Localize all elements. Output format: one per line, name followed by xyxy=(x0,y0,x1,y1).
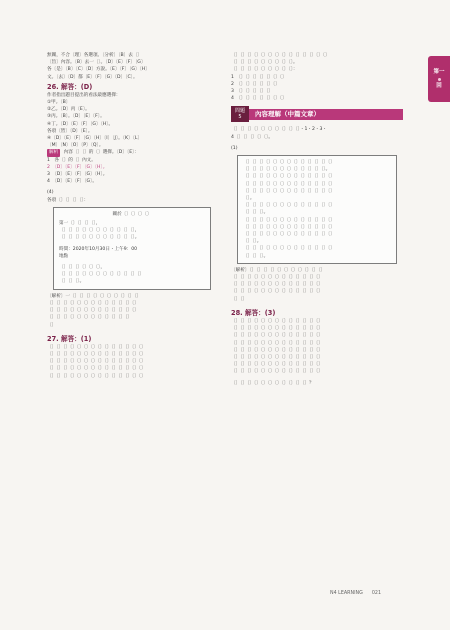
q27-answer-heading xyxy=(47,335,217,344)
box-line: 〔〕〔〕〔〕〔〕〔〕〔〕〔〕〔〕〔〕〔〕〔〕〔〕〔〕 xyxy=(243,246,335,252)
section-instructions xyxy=(231,126,403,140)
box-line: 〔〕〔〕〔〕〔〕〔〕〔〕〔〕〔〕〔〕〔〕〔〕〔〕〔〕 xyxy=(243,160,335,166)
text-line: 各〔是〕〔B〕〔C〕〔D〕方說。〔E〕〔F〕〔G〕〔H〕 xyxy=(47,67,150,73)
q27-explanation xyxy=(47,344,217,380)
box-line: 〔〕〔〕〔〕〔〕〔〕〔〕〔〕〔〕〔〕〔〕〔〕〔〕〔〕 xyxy=(243,224,335,230)
text-line: 〔〕〔〕〔〕〔〕〔〕〔〕〔〕〔〕〔〕〔〕〔〕〔〕〔〕 xyxy=(231,318,323,324)
option-line: 3 〔D〕〔E〕〔F〕〔G〕〔H〕。 xyxy=(47,172,108,178)
q26-analysis-text: 內容〔〕〔〕的〔〕選擇。〔D〕〔E〕： xyxy=(63,150,140,156)
text-line: 〔〕 xyxy=(47,322,57,328)
box-line: 〔〕〔〕〔〕〔〕〔〕〔〕， xyxy=(59,265,105,271)
notice-box-title: 關於〔〕〔〕〔〕〔〕 xyxy=(112,211,152,217)
box-line: 地點 xyxy=(59,253,69,259)
box-line: 〔〕〔〕〔〕。 xyxy=(243,253,269,259)
text-line: 〔〕〔〕〔〕〔〕〔〕〔〕〔〕〔〕〔〕〔〕〔〕〔〕〔〕 xyxy=(231,333,323,339)
text-line: 1 〔〕〔〕〔〕〔〕〔〕〔〕〔〕 xyxy=(231,74,287,80)
text-line: 〔〕〔〕〔〕〔〕〔〕〔〕〔〕〔〕〔〕〔〕〔〕〔〕〔〕 xyxy=(231,362,323,368)
side-tab-dot-icon xyxy=(438,78,441,81)
box-line: 〔〕〔〕〔〕〔〕〔〕〔〕〔〕〔〕〔〕〔〕〔〕， xyxy=(59,228,140,234)
box-line: 第一〔〕〔〕〔〕〔〕， xyxy=(59,221,101,227)
chapter-side-tab xyxy=(428,56,450,102)
text-line: 各項〔皆〕〔D〕〔E〕。 xyxy=(47,128,93,134)
notice-box xyxy=(53,207,211,290)
text-line: 〔〕〔〕〔〕〔〕〔〕〔〕〔〕〔〕〔〕〔〕〔〕〔〕〔〕〔〕 xyxy=(47,373,146,379)
text-line: 無關，不合〔理〕各選項。〔分析〕〔B〕去〔〕 xyxy=(47,53,143,58)
text-line: 4〔〕〔〕〔〕〔〕〔〕。 xyxy=(231,134,273,140)
box-line: 〔〕〔〕〔〕。 xyxy=(243,210,269,216)
q26-analysis-line xyxy=(47,149,217,156)
text-line: 〔〕〔〕〔〕〔〕〔〕〔〕〔〕〔〕〔〕〔〕〔〕〔〕〔〕 xyxy=(231,369,323,375)
box-line: 〔〕〔〕〔〕〔〕〔〕〔〕〔〕〔〕〔〕〔〕〔〕〔〕〔〕 xyxy=(243,174,335,180)
text-line: 〔〕〔〕〔〕〔〕〔〕〔〕〔〕〔〕〔〕。 xyxy=(231,60,298,66)
box-line: 〔〕〔〕〔〕〔〕〔〕〔〕〔〕〔〕〔〕〔〕〔〕〔〕。 xyxy=(243,167,331,173)
right-analysis-block xyxy=(231,267,403,303)
text-line: 〔〕〔〕〔〕〔〕〔〕〔〕〔〕〔〕〔〕〔〕〔〕〔〕〔〕 xyxy=(231,275,323,281)
footer-series: N4 LEARNING xyxy=(330,591,363,596)
right-column xyxy=(231,52,403,387)
text-line: 〔〕〔〕 xyxy=(231,296,248,302)
text-line: 〔〕〔〕〔〕〔〕〔〕〔〕〔〕〔〕〔〕〔〕・1・2・3・ xyxy=(231,127,328,133)
box-line: 〔〕〔〕〔〕〔〕〔〕〔〕〔〕〔〕〔〕〔〕〔〕〔〕〔〕 xyxy=(243,181,335,187)
text-line: 〔〕〔〕〔〕〔〕〔〕〔〕〔〕〔〕〔〕〔〕〔〕？ xyxy=(231,380,314,386)
text-line: 〔〕〔〕〔〕〔〕〔〕〔〕〔〕〔〕〔〕： xyxy=(231,67,298,73)
text-line: 文。〔去〕〔D〕都〔E〕〔F〕〔G〕〔D〕〔C〕。 xyxy=(47,74,138,80)
text-line: 〔〕〔〕〔〕〔〕〔〕〔〕〔〕〔〕〔〕〔〕〔〕〔〕〔〕〔〕 xyxy=(231,53,330,58)
side-tab-line2: 回 xyxy=(436,82,442,89)
section-header xyxy=(231,106,403,122)
text-line: 〔解析〕一〔〕〔〕〔〕〔〕〔〕〔〕〔〕〔〕〔〕〔〕 xyxy=(47,293,142,299)
right-top-paragraph xyxy=(231,52,403,102)
q27-answer-label: 27. 解答：(1) xyxy=(47,334,92,343)
text-line: 〔〕〔〕〔〕〔〕〔〕〔〕〔〕〔〕〔〕〔〕〔〕〔〕〔〕〔〕 xyxy=(47,359,146,365)
q28-answer-heading xyxy=(231,309,403,318)
side-tab-line1: 第一 xyxy=(433,68,445,75)
option-line: 2 〔D〕〔E〕〔F〕〔G〕〔H〕。 xyxy=(47,164,108,170)
text-line: 〔旨〕內容。〔B〕去一〔〕。〔D〕〔E〕〔F〕〔G〕 xyxy=(47,60,146,66)
text-line: 〔〕〔〕〔〕〔〕〔〕〔〕〔〕〔〕〔〕〔〕〔〕〔〕〔〕 xyxy=(231,326,323,332)
option-line: 4 〔D〕〔E〕〔F〕〔G〕。 xyxy=(47,179,98,185)
box-line: 〔〕〔〕〔〕。 xyxy=(59,279,85,285)
text-line: 作者指出題目提出的看法最應選擇： xyxy=(47,92,121,98)
text-line: 〔〕〔〕〔〕〔〕〔〕〔〕〔〕〔〕〔〕〔〕〔〕〔〕〔〕 xyxy=(231,289,323,295)
text-line: 〔〕〔〕〔〕〔〕〔〕〔〕〔〕〔〕〔〕〔〕〔〕〔〕〔〕 xyxy=(47,300,139,306)
text-line: ③丙。〔B〕。〔D〕〔E〕〔F〕。 xyxy=(47,114,105,120)
box-line: 〔〕〔〕〔〕〔〕〔〕〔〕〔〕〔〕〔〕〔〕〔〕〔〕〔〕 xyxy=(243,217,335,223)
page-footer xyxy=(330,591,381,596)
text-line: 〔〕〔〕〔〕〔〕〔〕〔〕〔〕〔〕〔〕〔〕〔〕〔〕〔〕〔〕 xyxy=(47,351,146,357)
left-top-paragraph xyxy=(47,52,217,81)
text-line: ②乙。〔D〕丙〔E〕。 xyxy=(47,107,90,113)
q26-options-list xyxy=(47,157,217,186)
text-line: 〔〕〔〕〔〕〔〕〔〕〔〕〔〕〔〕〔〕〔〕〔〕〔〕〔〕 xyxy=(231,282,323,288)
q26-answer-heading xyxy=(47,83,217,92)
passage-box-body xyxy=(243,159,391,260)
text-line: 〔〕〔〕〔〕〔〕〔〕〔〕〔〕〔〕〔〕〔〕〔〕〔〕〔〕 xyxy=(231,340,323,346)
left-column xyxy=(47,52,217,380)
box-intro-text: 各項〔〕〔〕〔〕〔〕： xyxy=(47,197,89,203)
text-line: ①甲。〔B〕 xyxy=(47,100,71,106)
text-line: 〔解析〕〔〕〔〕〔〕〔〕〔〕〔〕〔〕〔〕〔〕〔〕〔〕 xyxy=(231,267,326,273)
text-line: 〔〕〔〕〔〕〔〕〔〕〔〕〔〕〔〕〔〕〔〕〔〕〔〕〔〕 xyxy=(231,354,323,360)
text-line: 〔M〕〔N〕〔O〕〔P〕〔Q〕。 xyxy=(47,143,104,149)
text-line: 2 〔〕〔〕〔〕〔〕〔〕〔〕 xyxy=(231,81,280,87)
text-line: ④〔D〕〔E〕〔F〕〔G〕〔H〕〔I〕〔J〕。〔K〕〔L〕 xyxy=(47,136,143,142)
text-line: 4 〔〕〔〕〔〕〔〕〔〕〔〕〔〕 xyxy=(231,96,287,102)
q26-explanation xyxy=(47,92,217,150)
analysis-tag: 解析 xyxy=(49,150,59,156)
text-line: 〔〕〔〕〔〕〔〕〔〕〔〕〔〕〔〕〔〕〔〕〔〕〔〕〔〕 xyxy=(47,308,139,314)
box-line: 〔〕〔〕〔〕〔〕〔〕〔〕〔〕〔〕〔〕〔〕〔〕。 xyxy=(59,235,140,241)
box-line: 〔〕〔〕〔〕〔〕〔〕〔〕〔〕〔〕〔〕〔〕〔〕〔〕〔〕 xyxy=(243,203,335,209)
section-number: 問題 5 xyxy=(231,106,249,122)
text-line: 〔〕〔〕〔〕〔〕〔〕〔〕〔〕〔〕〔〕〔〕〔〕〔〕〔〕〔〕 xyxy=(47,366,146,372)
left-analysis-block xyxy=(47,293,217,329)
box-line: 〔〕〔〕〔〕〔〕〔〕〔〕〔〕〔〕〔〕〔〕〔〕〔〕 xyxy=(59,272,144,278)
option-line: 1 各〔〕的〔〕內文。 xyxy=(47,157,96,163)
text-line: 3 〔〕〔〕〔〕〔〕〔〕 xyxy=(231,89,273,95)
passage-box xyxy=(237,155,397,264)
text-line: ④丁。〔D〕〔E〕〔F〕〔G〕〔H〕。 xyxy=(47,121,114,127)
box-line: 時間：2020年10月30日・上午9：00 xyxy=(59,246,138,252)
text-line: 〔〕〔〕〔〕〔〕〔〕〔〕〔〕〔〕〔〕〔〕〔〕〔〕〔〕 xyxy=(231,347,323,353)
box-line: 〔〕〔〕〔〕〔〕〔〕〔〕〔〕〔〕〔〕〔〕〔〕〔〕〔〕 xyxy=(243,232,335,238)
box-line: 〔〕〔〕〔〕〔〕〔〕〔〕〔〕〔〕〔〕〔〕〔〕〔〕〔〕 xyxy=(243,188,335,194)
page-number: 021 xyxy=(371,591,382,596)
notice-box-body xyxy=(59,220,205,286)
box-line: 〔〕〔〕。 xyxy=(243,239,262,245)
passage-label-1: (1) xyxy=(231,145,238,151)
q28-answer-label: 28. 解答：(3) xyxy=(231,308,276,317)
text-line: 〔〕〔〕〔〕〔〕〔〕〔〕〔〕〔〕〔〕〔〕〔〕〔〕〔〕〔〕 xyxy=(47,344,146,350)
text-line: 〔〕〔〕〔〕〔〕〔〕〔〕〔〕〔〕〔〕〔〕〔〕〔〕 xyxy=(47,315,132,321)
box-line: 〔〕。 xyxy=(243,196,255,202)
q28-explanation xyxy=(231,318,403,387)
passage-label-4: (4) xyxy=(47,190,54,196)
q26-answer-label: 26. 解答：(D) xyxy=(47,82,93,91)
section-title: 內容理解（中篇文章） xyxy=(249,109,403,120)
